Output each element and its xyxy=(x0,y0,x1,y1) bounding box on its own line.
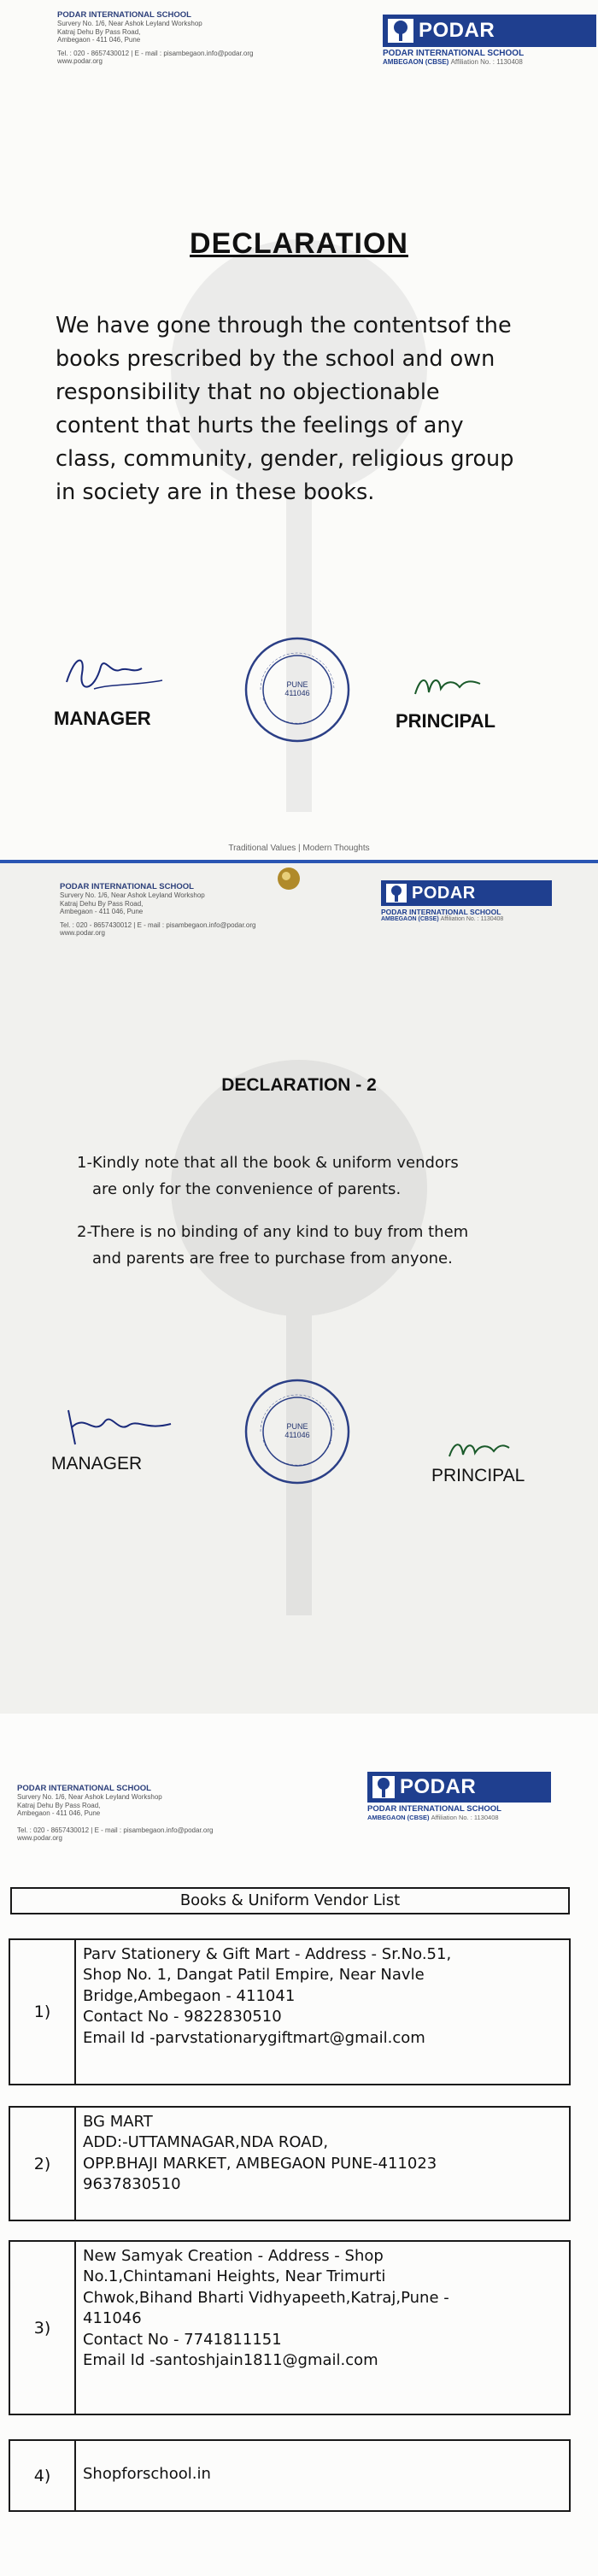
logo-school-name: PODAR INTERNATIONAL SCHOOL xyxy=(367,1804,501,1814)
vendor-list-page xyxy=(0,1714,598,2576)
vendor-line: Contact No - 9822830510 xyxy=(83,2008,282,2026)
vendor-line: Bridge,Ambegaon - 411041 xyxy=(83,1986,296,2005)
vendor-line: 9637830510 xyxy=(83,2175,181,2194)
manager-signature xyxy=(60,1402,179,1453)
point-line: 1-Kindly note that all the book & uniform vendors xyxy=(77,1154,459,1172)
logo-campus: AMBEGAON (CBSE) xyxy=(383,58,449,66)
declaration-line: content that hurts the feelings of any xyxy=(56,413,464,438)
address-line: Katraj Dehu By Pass Road, xyxy=(57,27,141,36)
logo-brand: PODAR xyxy=(412,883,476,903)
vendor-line: Chwok,Bihand Bharti Vidhyapeeth,Katraj,Pune - xyxy=(83,2288,449,2307)
logo-affiliation: Affiliation No. : 1130408 xyxy=(440,916,504,922)
vendor-row xyxy=(9,2240,571,2415)
vendor-list-title-box xyxy=(10,1887,570,1914)
declaration-page-1 xyxy=(0,0,598,863)
school-letterhead xyxy=(17,1784,213,1842)
vendor-line: ADD:-UTTAMNAGAR,NDA ROAD, xyxy=(83,2133,329,2152)
school-name: PODAR INTERNATIONAL SCHOOL xyxy=(57,10,191,20)
tree-watermark xyxy=(145,1034,453,1615)
logo-school-name: PODAR INTERNATIONAL SCHOOL xyxy=(381,908,501,916)
address-line: Survery No. 1/6, Near Ashok Leyland Workshop xyxy=(57,20,202,28)
vendor-line: Parv Stationery & Gift Mart - Address - Sr.No.51, xyxy=(83,1945,452,1963)
page-title: DECLARATION xyxy=(190,227,408,260)
principal-signature xyxy=(444,1434,513,1465)
vendor-row xyxy=(9,1938,571,2085)
declaration-text xyxy=(56,309,513,509)
school-letterhead xyxy=(57,10,253,65)
vendor-row xyxy=(9,2439,571,2512)
tree-logo-icon xyxy=(388,19,413,43)
school-name: PODAR INTERNATIONAL SCHOOL xyxy=(60,882,194,891)
point-line: are only for the convenience of parents. xyxy=(92,1180,402,1198)
declaration-points xyxy=(77,1150,468,1272)
principal-label: PRINCIPAL xyxy=(431,1466,525,1485)
school-letterhead xyxy=(60,882,255,937)
vendor-line: Shopforschool.in xyxy=(83,2465,211,2483)
address-line: Survery No. 1/6, Near Ashok Leyland Workshop xyxy=(17,1793,162,1802)
declaration-line: class, community, gender, religious group xyxy=(56,446,514,472)
stamp-pin-code: 411046 xyxy=(284,1431,310,1440)
school-name: PODAR INTERNATIONAL SCHOOL xyxy=(17,1784,151,1793)
declaration-line: books prescribed by the school and own xyxy=(56,346,495,372)
declaration-page-2 xyxy=(0,863,598,1714)
vendor-number: 2) xyxy=(10,2108,76,2220)
address-line: Katraj Dehu By Pass Road, xyxy=(60,899,144,908)
stamp-pin-label: PUNE xyxy=(286,1422,308,1431)
principal-signature xyxy=(410,668,487,703)
vendor-row xyxy=(9,2106,571,2221)
address-line: Ambegaon - 411 046, Pune xyxy=(60,908,144,916)
manager-label: MANAGER xyxy=(51,1454,143,1473)
vendor-line: Shop No. 1, Dangat Patil Empire, Near Navle xyxy=(83,1966,425,1985)
logo-campus: AMBEGAON (CBSE) xyxy=(381,916,439,922)
stamp-pin-label: PUNE xyxy=(286,680,308,689)
contact-line: Tel. : 020 - 8657430012 | E - mail : pisambegaon.info@podar.org xyxy=(57,49,254,57)
vendor-number: 3) xyxy=(10,2242,76,2414)
website: www.podar.org xyxy=(17,1833,62,1842)
website: www.podar.org xyxy=(57,56,103,65)
pin-icon xyxy=(275,865,302,892)
address-line: Survery No. 1/6, Near Ashok Leyland Workshop xyxy=(60,891,205,900)
vendor-line: No.1,Chintamani Heights, Near Trimurti xyxy=(83,2267,386,2286)
vendor-line: OPP.BHAJI MARKET, AMBEGAON PUNE-411023 xyxy=(83,2154,437,2173)
declaration-line: responsibility that no objectionable xyxy=(56,379,440,405)
vendor-line: 411046 xyxy=(83,2309,142,2328)
principal-label: PRINCIPAL xyxy=(396,710,495,732)
podar-logo xyxy=(383,15,596,66)
logo-affiliation: Affiliation No. : 1130408 xyxy=(431,1814,499,1821)
vendor-details xyxy=(83,2246,562,2372)
manager-label: MANAGER xyxy=(54,708,151,729)
address-line: Ambegaon - 411 046, Pune xyxy=(57,36,141,44)
declaration-line: We have gone through the contentsof the xyxy=(56,313,512,338)
podar-logo xyxy=(367,1772,551,1821)
page-title: DECLARATION - 2 xyxy=(221,1075,377,1095)
point-line: 2-There is no binding of any kind to buy from them xyxy=(77,1223,469,1241)
vendor-line: Email Id -parvstationarygiftmart@gmail.com xyxy=(83,2028,425,2047)
manager-signature xyxy=(60,648,171,699)
vendor-number: 4) xyxy=(10,2441,76,2510)
logo-brand: PODAR xyxy=(419,19,495,42)
footer-tagline: Traditional Values | Modern Thoughts xyxy=(228,844,370,853)
stamp-pin-code: 411046 xyxy=(284,689,310,698)
logo-brand: PODAR xyxy=(400,1775,477,1798)
tree-logo-icon xyxy=(386,884,407,903)
address-line: Ambegaon - 411 046, Pune xyxy=(17,1809,101,1818)
contact-line: Tel. : 020 - 8657430012 | E - mail : pisambegaon.info@podar.org xyxy=(60,920,256,929)
podar-logo xyxy=(381,880,552,922)
vendor-number: 1) xyxy=(10,1940,76,2084)
vendor-line: New Samyak Creation - Address - Shop xyxy=(83,2247,384,2265)
logo-affiliation: Affiliation No. : 1130408 xyxy=(450,58,523,66)
declaration-line: in society are in these books. xyxy=(56,479,375,505)
vendor-line: Email Id -santoshjain1811@gmail.com xyxy=(83,2351,378,2370)
vendor-details xyxy=(83,2464,562,2485)
vendor-line: Contact No - 7741811151 xyxy=(83,2330,282,2349)
vendor-details xyxy=(83,1944,562,2049)
logo-school-name: PODAR INTERNATIONAL SCHOOL xyxy=(383,49,525,58)
address-line: Katraj Dehu By Pass Road, xyxy=(17,1801,101,1809)
vendor-details xyxy=(83,2112,562,2196)
tree-logo-icon xyxy=(372,1776,395,1798)
vendor-line: BG MART xyxy=(83,2113,153,2131)
point-line: and parents are free to purchase from anyone. xyxy=(92,1250,453,1267)
website: www.podar.org xyxy=(60,928,105,937)
vendor-list-title: Books & Uniform Vendor List xyxy=(179,1891,401,1909)
contact-line: Tel. : 020 - 8657430012 | E - mail : pisambegaon.info@podar.org xyxy=(17,1826,214,1834)
logo-campus: AMBEGAON (CBSE) xyxy=(367,1814,430,1821)
